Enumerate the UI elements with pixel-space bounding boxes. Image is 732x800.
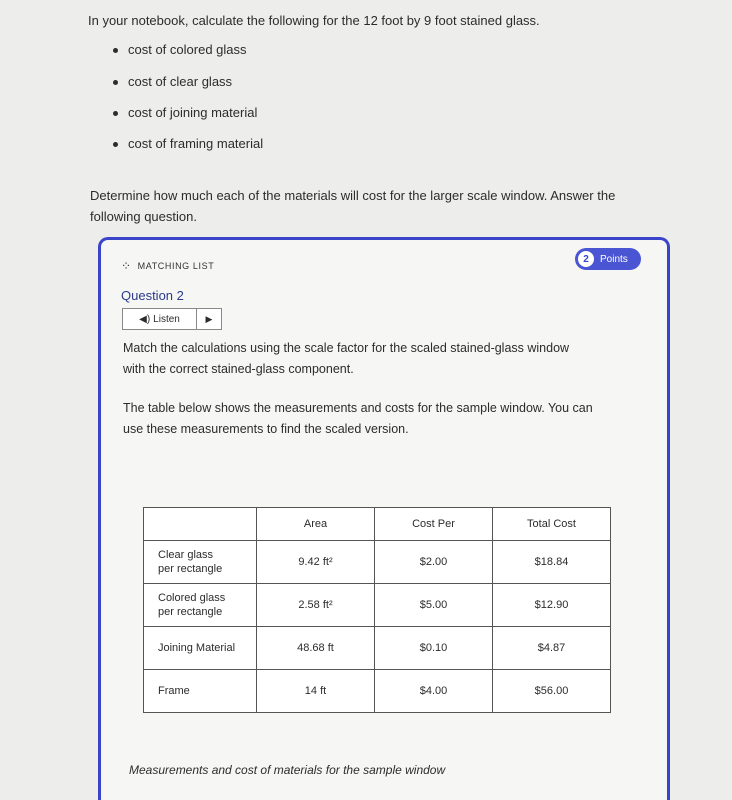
instructions [88,12,688,224]
area-cell: 2.58 ft² [257,584,375,627]
cost-per-cell: $2.00 [375,541,493,584]
materials-table-container [143,507,611,707]
cost-per-cell: $0.10 [375,627,493,670]
intro-line: In your notebook, calculate the following for the 12 foot by 9 foot stained glass. [88,13,540,28]
determine-text: Determine how much each of the materials will cost for the larger scale window. Answer the following question. [90,188,616,224]
header-area: Area [257,508,375,541]
cost-per-cell: $4.00 [375,670,493,713]
table-row [144,627,611,670]
bullet-item: cost of clear glass [128,74,233,89]
matching-list-header [121,259,214,273]
question-card [98,237,670,800]
table-description: The table below shows the measurements and costs for the sample window. You can use these measurements to find the scaled version. [123,401,593,436]
bullet-item: cost of colored glass [128,42,247,57]
listen-button[interactable] [123,309,197,329]
table-row [144,541,611,584]
table-row [144,584,611,627]
listen-control[interactable] [122,308,222,330]
matching-list-label: MATCHING LIST [137,261,215,271]
table-row [144,670,611,713]
total-cost-cell: $4.87 [493,627,611,670]
matching-list-icon: ⁘ [121,259,132,273]
row-label: Frame [144,670,257,713]
row-label: Joining Material [144,627,257,670]
cost-per-cell: $5.00 [375,584,493,627]
table-header-row [144,508,611,541]
header-cost-per: Cost Per [375,508,493,541]
table-caption: Measurements and cost of materials for the sample window [129,763,446,777]
area-cell: 48.68 ft [257,627,375,670]
header-blank [144,508,257,541]
row-label: Colored glass per rectangle [144,584,257,627]
header-total-cost: Total Cost [493,508,611,541]
total-cost-cell: $12.90 [493,584,611,627]
area-cell: 14 ft [257,670,375,713]
listen-label: Listen [153,313,180,325]
row-label: Clear glass per rectangle [144,541,257,584]
total-cost-cell: $56.00 [493,670,611,713]
area-cell: 9.42 ft² [257,541,375,584]
materials-table [143,507,611,713]
question-paragraph: Match the calculations using the scale factor for the scaled stained-glass window with the correct stained-glass component. [123,341,570,376]
points-badge [575,248,641,270]
bullet-item: cost of framing material [128,136,264,151]
question-title: Question 2 [121,288,184,303]
points-number: 2 [578,251,594,267]
play-icon[interactable]: ▶ [205,313,213,324]
speaker-icon: ◀) [139,313,151,325]
bullet-item: cost of joining material [128,105,258,120]
points-label: Points [600,253,628,265]
total-cost-cell: $18.84 [493,541,611,584]
